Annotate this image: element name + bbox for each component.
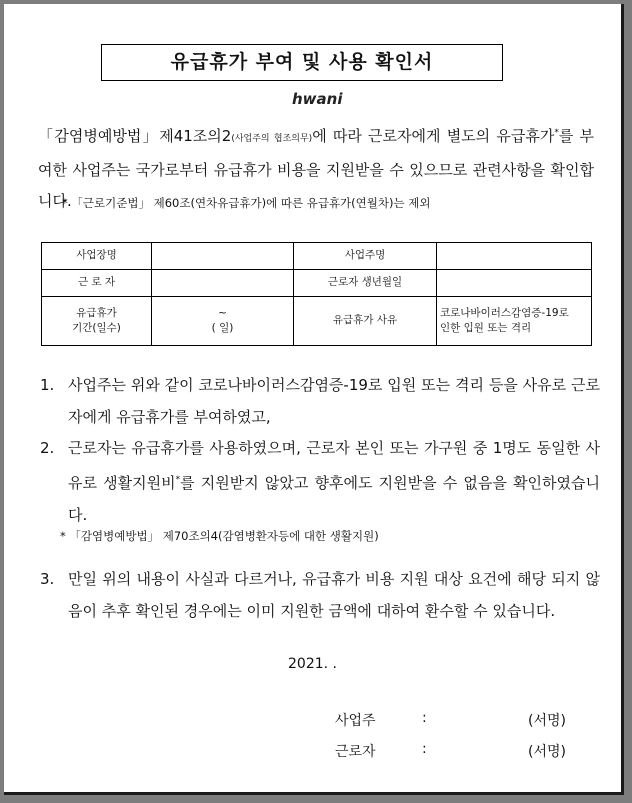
- intro-law-reference: 「감염병예방법」제41조의2: [38, 127, 232, 145]
- item-number: 3.: [40, 570, 55, 588]
- document-page: [4, 4, 624, 795]
- item-number: 1.: [40, 376, 55, 394]
- footnote-infection-law: * 「감염병예방법」 제70조의4(감염병환자등에 대한 생활지원): [60, 529, 379, 543]
- employer-signature-label: 사업주: [335, 713, 376, 729]
- intro-law-subtitle: (사업주의 협조의무): [231, 134, 313, 144]
- table-row: [42, 269, 592, 296]
- item-footnote-mark: *: [175, 475, 181, 485]
- list-item: [40, 369, 600, 433]
- worker-signature-field[interactable]: (서명): [528, 744, 566, 760]
- leave-period-label: [42, 296, 152, 345]
- worker-birthdate-field[interactable]: [437, 269, 592, 296]
- document-date[interactable]: 2021. .: [288, 656, 337, 672]
- business-name-label: 사업장명: [42, 243, 152, 270]
- watermark-text: hwani: [292, 90, 343, 108]
- worker-signature-label: 근로자: [335, 744, 376, 760]
- leave-period-label-line1: 유급휴가: [76, 306, 117, 319]
- business-name-field[interactable]: [152, 243, 294, 270]
- intro-footnote-mark: *: [554, 128, 559, 138]
- footnote-labor-standards: * 「근로기준법」 제60조(연차유급휴가)에 따른 유급휴가(연월차)는 제외: [62, 196, 431, 210]
- owner-name-label: 사업주명: [294, 243, 437, 270]
- worker-birthdate-label: 근로자 생년월일: [294, 269, 437, 296]
- document-title: 유급휴가 부여 및 사용 확인서: [101, 44, 503, 81]
- list-item: [40, 432, 600, 531]
- leave-period-days: ( 일): [211, 321, 234, 334]
- table-row: [42, 296, 592, 345]
- intro-text-b: 를 부여한 사업주는 국가로부터 유급휴가 비용을 지원받을 수 있으므로 관련사항을 확인합니다.: [38, 127, 595, 210]
- leave-reason-line2: 인한 입원 또는 격리: [440, 321, 532, 334]
- worker-field[interactable]: [152, 269, 294, 296]
- item-number: 2.: [40, 439, 55, 457]
- item-text-b: 를 지원받지 않았고 향후에도 지원받을 수 없음을 확인하였습니다.: [68, 474, 601, 524]
- owner-name-field[interactable]: [437, 243, 592, 270]
- item-text-a: 근로자는 유급휴가를 사용하였으며, 근로자 본인 또는 가구원 중 1명도 동일한 사유로 생활지원비: [68, 439, 600, 492]
- list-item: [40, 563, 600, 627]
- employer-signature-colon: :: [422, 710, 427, 726]
- table-row: [42, 243, 592, 270]
- intro-text-a: 에 따라 근로자에게 별도의 유급휴가: [312, 127, 555, 145]
- worker-signature-colon: :: [422, 741, 427, 757]
- info-table: [41, 242, 592, 346]
- worker-label: 근 로 자: [42, 269, 152, 296]
- leave-reason-field: [437, 296, 592, 345]
- item-text: 만일 위의 내용이 사실과 다르거나, 유급휴가 비용 지원 대상 요건에 해당 되지 않음이 추후 확인된 경우에는 이미 지원한 금액에 대하여 환수할 수 있습니다.: [68, 570, 600, 620]
- leave-reason-line1: 코로나바이러스감염증-19로: [440, 306, 569, 319]
- leave-reason-label: 유급휴가 사유: [294, 296, 437, 345]
- leave-period-label-line2: 기간(일수): [72, 321, 121, 334]
- employer-signature-field[interactable]: (서명): [528, 713, 566, 729]
- item-text: [40, 432, 600, 531]
- leave-period-range: ~: [218, 306, 227, 319]
- leave-period-field[interactable]: [152, 296, 294, 345]
- item-text: 사업주는 위와 같이 코로나바이러스감염증-19로 입원 또는 격리 등을 사유로 근로자에게 유급휴가를 부여하였고,: [68, 376, 600, 426]
